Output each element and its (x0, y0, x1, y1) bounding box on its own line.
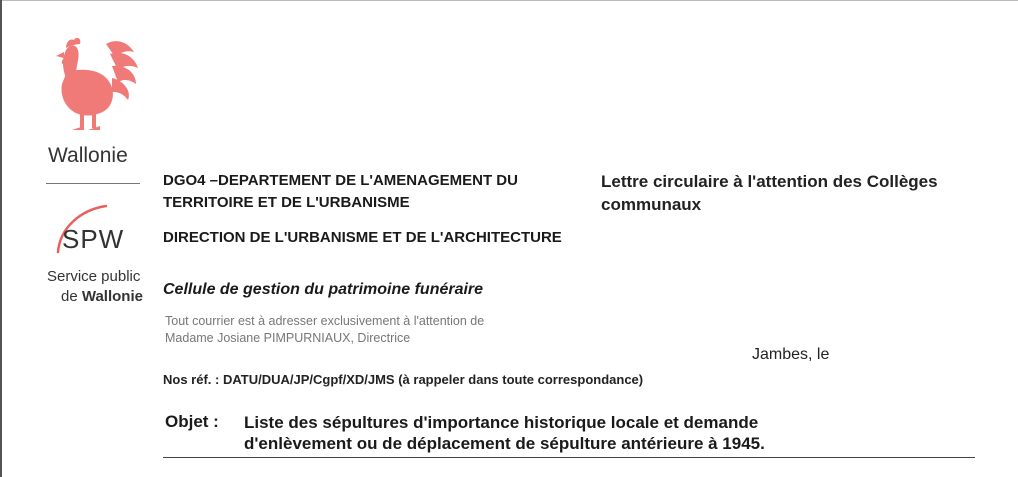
direction-heading: DIRECTION DE L'URBANISME ET DE L'ARCHITECTURE (163, 229, 562, 246)
objet-text (244, 412, 944, 454)
department-heading: DGO4 –DEPARTEMENT DE L'AMENAGEMENT DU TERRITOIRE ET DE L'URBANISME (163, 172, 518, 211)
courrier-note (165, 313, 585, 347)
objet-line1: Liste des sépultures d'importance historique locale et demande (244, 413, 759, 432)
page-top-edge (0, 0, 1018, 1)
recipient-heading: Lettre circulaire à l'attention des Collèges communaux (601, 172, 938, 214)
wallonie-brand-text: Wallonie (48, 144, 128, 167)
cellule-heading: Cellule de gestion du patrimoine funéraire (163, 281, 484, 298)
subject-underline (163, 457, 975, 458)
service-public-line2 (61, 288, 143, 305)
page-left-edge (0, 0, 2, 477)
spw-logo-text: SPW (62, 224, 125, 254)
walloon-rooster-icon (36, 34, 146, 138)
service-public-line1: Service public (47, 268, 141, 285)
courrier-line1: Tout courrier est à adresser exclusivement à l'attention de (165, 314, 485, 328)
reference-line: Nos réf. : DATU/DUA/JP/Cgpf/XD/JMS (à rappeler dans toute correspondance) (163, 372, 644, 387)
place-date: Jambes, le (752, 346, 830, 363)
objet-line2: d'enlèvement ou de déplacement de sépulture antérieure à 1945. (244, 434, 765, 453)
service-public-wallonie: Wallonie (81, 288, 143, 305)
logo-divider (46, 183, 140, 184)
service-public-prefix: de (61, 288, 82, 305)
objet-label: Objet : (165, 412, 219, 431)
courrier-line2: Madame Josiane PIMPURNIAUX, Directrice (165, 331, 411, 345)
